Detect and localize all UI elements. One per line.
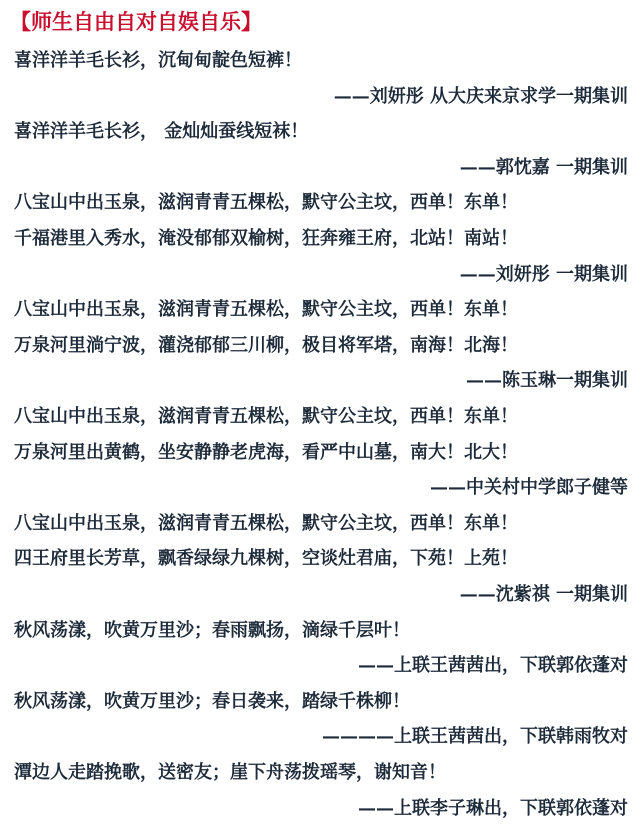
credit-line: ——沈紫祺 一期集训	[459, 584, 628, 605]
credit-line: ——中关村中学郎子健等	[430, 477, 628, 499]
couplet-line: 潭边人走踏挽歌，送密友；崖下舟荡拨瑶琴，谢知音！	[14, 762, 446, 783]
credit-line: ————上联王茜茜出，下联韩雨牧对	[322, 726, 628, 748]
credit-line: ——刘妍彤 一期集训	[459, 263, 628, 285]
couplet-line: 八宝山中出玉泉，滋润青青五棵松，默守公主坟，西单！东单！	[14, 406, 518, 427]
couplet-line: 八宝山中出玉泉，滋润青青五棵松，默守公主坟，西单！东单！	[14, 512, 518, 534]
couplet-line: 八宝山中出玉泉，滋润青青五棵松，默守公主坟，西单！东单！	[14, 192, 518, 214]
couplet-line: 千福港里入秀水，淹没郁郁双榆树，狂奔雍王府，北站！南站！	[14, 228, 518, 249]
credit-line: ——陈玉琳一期集训	[466, 370, 628, 392]
page-title: 【师生自由自对自娱自乐】	[10, 9, 262, 34]
couplet-line: 秋风荡漾，吹黄万里沙；春日袭来，踏绿千株柳！	[14, 690, 410, 712]
credit-line: ——上联王茜茜出，下联郭依蓬对	[358, 655, 628, 677]
couplet-line: 万泉河里淌宁波，灌浇郁郁三川柳，极目将军塔，南海！北海！	[14, 334, 518, 356]
couplet-line: 秋风荡漾，吹黄万里沙；春雨飘扬，滴绿千层叶！	[14, 619, 410, 641]
couplet-line: 喜洋洋羊毛长衫， 金灿灿蚕线短袜！	[14, 121, 309, 143]
couplet-line: 万泉河里出黄鹤，坐安静静老虎海，看严中山墓，南大！北大！	[14, 441, 518, 463]
credit-line: ——郭忱嘉 一期集训	[459, 156, 628, 178]
couplet-line: 八宝山中出玉泉，滋润青青五棵松，默守公主坟，西单！东单！	[14, 299, 518, 321]
credit-line: ——刘妍彤 从大庆来京求学一期集训	[333, 85, 628, 107]
couplet-line: 四王府里长芳草，飘香绿绿九棵树，空谈灶君庙，下苑！上苑！	[14, 548, 518, 570]
couplet-line: 喜洋洋羊毛长衫，沉甸甸靛色短裤！	[14, 50, 302, 71]
credit-line: ——上联李子琳出，下联郭依蓬对	[358, 797, 628, 819]
